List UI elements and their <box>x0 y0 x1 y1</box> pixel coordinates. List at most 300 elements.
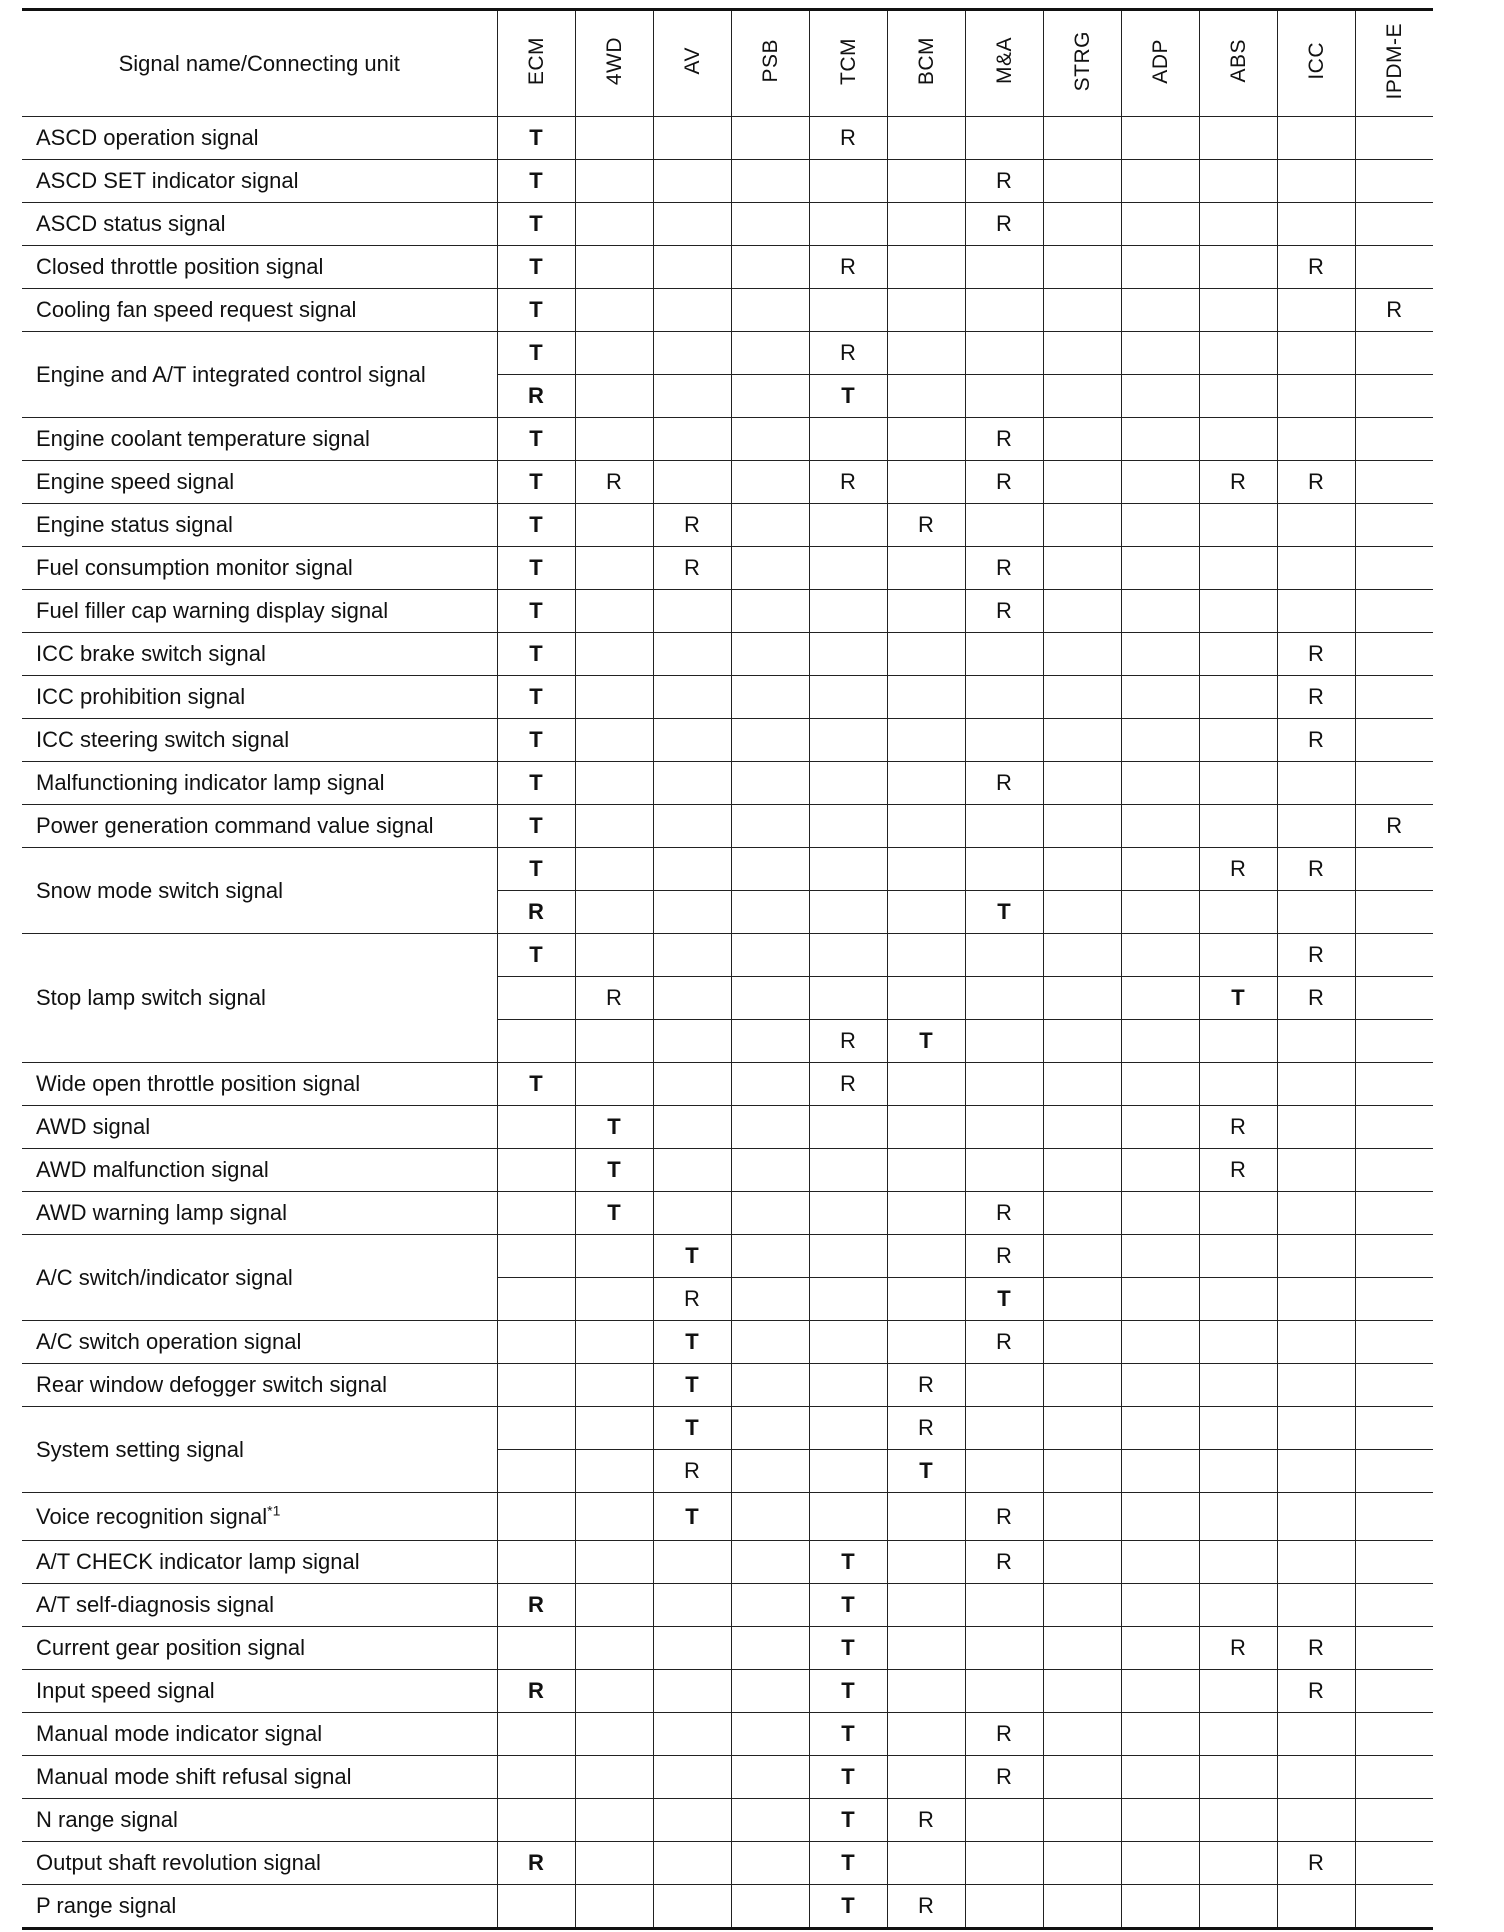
cell-av: R <box>653 504 731 547</box>
cell-abs <box>1199 1584 1277 1627</box>
table-row <box>22 332 1433 375</box>
cell-m-a <box>965 375 1043 418</box>
cell-icc <box>1277 1106 1355 1149</box>
cell-psb <box>731 1106 809 1149</box>
cell-4wd <box>575 1885 653 1929</box>
cell-adp <box>1121 289 1199 332</box>
cell-m-a: R <box>965 1493 1043 1541</box>
cell-abs <box>1199 1799 1277 1842</box>
cell-psb <box>731 1713 809 1756</box>
cell-abs: T <box>1199 977 1277 1020</box>
signal-name-text: Closed throttle position signal <box>36 254 324 279</box>
table-row <box>22 1321 1433 1364</box>
cell-ipdm-e <box>1355 1713 1433 1756</box>
cell-av <box>653 934 731 977</box>
cell-psb <box>731 805 809 848</box>
cell-m-a <box>965 504 1043 547</box>
cell-tcm <box>809 1450 887 1493</box>
signal-name-text: ICC brake switch signal <box>36 641 266 666</box>
cell-strg <box>1043 977 1121 1020</box>
cell-m-a <box>965 676 1043 719</box>
cell-m-a: T <box>965 891 1043 934</box>
cell-bcm <box>887 1713 965 1756</box>
cell-psb <box>731 934 809 977</box>
cell-tcm <box>809 504 887 547</box>
cell-abs <box>1199 547 1277 590</box>
cell-abs <box>1199 1541 1277 1584</box>
cell-tcm: R <box>809 332 887 375</box>
table-row <box>22 246 1433 289</box>
cell-ecm: T <box>497 633 575 676</box>
cell-adp <box>1121 547 1199 590</box>
cell-ipdm-e <box>1355 1020 1433 1063</box>
cell-psb <box>731 590 809 633</box>
cell-ipdm-e <box>1355 676 1433 719</box>
signal-name-text: Fuel filler cap warning display signal <box>36 598 389 623</box>
cell-av <box>653 590 731 633</box>
cell-icc <box>1277 289 1355 332</box>
cell-tcm: T <box>809 1584 887 1627</box>
cell-ecm: T <box>497 418 575 461</box>
cell-ecm: T <box>497 848 575 891</box>
cell-abs <box>1199 1450 1277 1493</box>
signal-name <box>22 1584 497 1627</box>
cell-tcm: R <box>809 461 887 504</box>
cell-psb <box>731 633 809 676</box>
column-header-label: IPDM-E <box>1382 22 1406 100</box>
cell-ipdm-e <box>1355 1450 1433 1493</box>
signal-name-text: Stop lamp switch signal <box>36 985 266 1010</box>
cell-ipdm-e <box>1355 1756 1433 1799</box>
cell-av <box>653 1020 731 1063</box>
cell-ipdm-e <box>1355 160 1433 203</box>
cell-tcm <box>809 934 887 977</box>
cell-strg <box>1043 1063 1121 1106</box>
cell-abs: R <box>1199 1627 1277 1670</box>
cell-ecm: T <box>497 762 575 805</box>
cell-strg <box>1043 504 1121 547</box>
cell-ipdm-e <box>1355 332 1433 375</box>
cell-icc <box>1277 1063 1355 1106</box>
signal-name <box>22 117 497 160</box>
cell-tcm: T <box>809 1713 887 1756</box>
cell-ecm: R <box>497 891 575 934</box>
cell-psb <box>731 1842 809 1885</box>
signal-name-text: Engine coolant temperature signal <box>36 426 370 451</box>
cell-4wd <box>575 1584 653 1627</box>
cell-bcm <box>887 1541 965 1584</box>
signal-name <box>22 1149 497 1192</box>
cell-tcm <box>809 1493 887 1541</box>
cell-ipdm-e <box>1355 590 1433 633</box>
cell-bcm <box>887 1063 965 1106</box>
signal-name <box>22 1842 497 1885</box>
cell-ecm: T <box>497 1063 575 1106</box>
cell-tcm <box>809 590 887 633</box>
cell-bcm <box>887 375 965 418</box>
cell-ecm <box>497 1493 575 1541</box>
cell-icc <box>1277 1450 1355 1493</box>
cell-ecm: T <box>497 805 575 848</box>
cell-m-a <box>965 1063 1043 1106</box>
cell-bcm: R <box>887 1364 965 1407</box>
cell-adp <box>1121 1192 1199 1235</box>
cell-abs <box>1199 1670 1277 1713</box>
cell-icc: R <box>1277 977 1355 1020</box>
cell-abs <box>1199 1278 1277 1321</box>
cell-strg <box>1043 1149 1121 1192</box>
cell-bcm: R <box>887 1885 965 1929</box>
cell-abs <box>1199 1321 1277 1364</box>
cell-tcm <box>809 289 887 332</box>
cell-adp <box>1121 676 1199 719</box>
column-header-label: ECM <box>524 36 548 86</box>
cell-adp <box>1121 1407 1199 1450</box>
cell-4wd <box>575 1670 653 1713</box>
cell-m-a: R <box>965 203 1043 246</box>
cell-av <box>653 418 731 461</box>
cell-bcm <box>887 891 965 934</box>
cell-ecm <box>497 1756 575 1799</box>
cell-m-a <box>965 633 1043 676</box>
signal-name-text: N range signal <box>36 1807 178 1832</box>
cell-adp <box>1121 977 1199 1020</box>
cell-4wd <box>575 1842 653 1885</box>
cell-icc: R <box>1277 461 1355 504</box>
cell-tcm <box>809 547 887 590</box>
cell-adp <box>1121 590 1199 633</box>
cell-tcm <box>809 1278 887 1321</box>
cell-4wd <box>575 1541 653 1584</box>
cell-icc <box>1277 418 1355 461</box>
column-header-tcm <box>809 10 887 117</box>
cell-m-a <box>965 1364 1043 1407</box>
cell-4wd <box>575 1713 653 1756</box>
cell-psb <box>731 1020 809 1063</box>
cell-icc: R <box>1277 1670 1355 1713</box>
cell-m-a <box>965 1106 1043 1149</box>
cell-psb <box>731 461 809 504</box>
cell-bcm <box>887 1842 965 1885</box>
cell-4wd <box>575 1450 653 1493</box>
table-row <box>22 1627 1433 1670</box>
cell-psb <box>731 1149 809 1192</box>
cell-strg <box>1043 805 1121 848</box>
cell-abs <box>1199 1407 1277 1450</box>
column-header-label: ICC <box>1304 42 1328 80</box>
table-row <box>22 1407 1433 1450</box>
cell-tcm: T <box>809 1756 887 1799</box>
cell-ipdm-e: R <box>1355 289 1433 332</box>
cell-tcm: T <box>809 1885 887 1929</box>
cell-bcm: T <box>887 1020 965 1063</box>
cell-tcm <box>809 160 887 203</box>
table-row <box>22 547 1433 590</box>
cell-bcm <box>887 246 965 289</box>
cell-ecm <box>497 1713 575 1756</box>
cell-av <box>653 1192 731 1235</box>
signal-name <box>22 1541 497 1584</box>
cell-m-a <box>965 977 1043 1020</box>
cell-strg <box>1043 1842 1121 1885</box>
cell-tcm <box>809 762 887 805</box>
signal-name-text: Current gear position signal <box>36 1635 306 1660</box>
cell-av <box>653 1584 731 1627</box>
cell-m-a: T <box>965 1278 1043 1321</box>
cell-adp <box>1121 203 1199 246</box>
cell-ipdm-e <box>1355 1493 1433 1541</box>
cell-icc: R <box>1277 676 1355 719</box>
cell-bcm <box>887 762 965 805</box>
cell-abs <box>1199 203 1277 246</box>
signal-name-text: Manual mode indicator signal <box>36 1721 323 1746</box>
cell-av: R <box>653 1278 731 1321</box>
cell-av <box>653 1713 731 1756</box>
cell-strg <box>1043 1885 1121 1929</box>
signal-name-text: Engine status signal <box>36 512 233 537</box>
cell-av <box>653 160 731 203</box>
cell-ecm: T <box>497 934 575 977</box>
table-row <box>22 633 1433 676</box>
cell-4wd <box>575 1278 653 1321</box>
cell-4wd <box>575 117 653 160</box>
cell-ipdm-e <box>1355 848 1433 891</box>
signal-name-text: Manual mode shift refusal signal <box>36 1764 352 1789</box>
cell-adp <box>1121 848 1199 891</box>
cell-icc <box>1277 375 1355 418</box>
cell-psb <box>731 418 809 461</box>
table-row <box>22 1842 1433 1885</box>
cell-icc <box>1277 1278 1355 1321</box>
cell-icc <box>1277 1493 1355 1541</box>
cell-4wd <box>575 1407 653 1450</box>
signal-name <box>22 1106 497 1149</box>
cell-m-a: R <box>965 461 1043 504</box>
cell-bcm: T <box>887 1450 965 1493</box>
cell-m-a: R <box>965 1192 1043 1235</box>
cell-adp <box>1121 1450 1199 1493</box>
cell-av <box>653 1842 731 1885</box>
cell-icc: R <box>1277 934 1355 977</box>
cell-4wd <box>575 203 653 246</box>
signal-name <box>22 1627 497 1670</box>
cell-m-a <box>965 1149 1043 1192</box>
cell-av <box>653 762 731 805</box>
cell-bcm: R <box>887 504 965 547</box>
cell-av <box>653 1627 731 1670</box>
cell-av <box>653 203 731 246</box>
cell-psb <box>731 332 809 375</box>
signal-name-text: Wide open throttle position signal <box>36 1071 361 1096</box>
cell-abs <box>1199 1493 1277 1541</box>
cell-psb <box>731 977 809 1020</box>
cell-psb <box>731 1627 809 1670</box>
cell-tcm <box>809 1407 887 1450</box>
cell-av <box>653 117 731 160</box>
cell-abs: R <box>1199 1106 1277 1149</box>
cell-psb <box>731 762 809 805</box>
cell-adp <box>1121 1799 1199 1842</box>
cell-strg <box>1043 1493 1121 1541</box>
cell-av <box>653 1541 731 1584</box>
cell-m-a <box>965 289 1043 332</box>
cell-adp <box>1121 461 1199 504</box>
cell-abs <box>1199 891 1277 934</box>
cell-adp <box>1121 1885 1199 1929</box>
cell-icc: R <box>1277 1627 1355 1670</box>
cell-adp <box>1121 160 1199 203</box>
cell-icc <box>1277 1713 1355 1756</box>
table-row <box>22 762 1433 805</box>
signal-name-text: ICC steering switch signal <box>36 727 290 752</box>
cell-strg <box>1043 633 1121 676</box>
cell-tcm: T <box>809 1541 887 1584</box>
cell-ecm: T <box>497 332 575 375</box>
cell-4wd <box>575 719 653 762</box>
column-header-label: 4WD <box>602 36 626 86</box>
cell-icc: R <box>1277 719 1355 762</box>
cell-tcm <box>809 1321 887 1364</box>
cell-4wd <box>575 375 653 418</box>
cell-ecm <box>497 1321 575 1364</box>
table-row <box>22 1584 1433 1627</box>
cell-abs <box>1199 504 1277 547</box>
cell-strg <box>1043 332 1121 375</box>
cell-bcm <box>887 117 965 160</box>
cell-m-a <box>965 848 1043 891</box>
cell-m-a <box>965 1627 1043 1670</box>
cell-bcm <box>887 633 965 676</box>
signal-name <box>22 1493 497 1541</box>
cell-strg <box>1043 1756 1121 1799</box>
cell-strg <box>1043 891 1121 934</box>
cell-av <box>653 805 731 848</box>
signal-name-text: Input speed signal <box>36 1678 215 1703</box>
cell-strg <box>1043 246 1121 289</box>
cell-adp <box>1121 1063 1199 1106</box>
cell-4wd <box>575 848 653 891</box>
cell-bcm <box>887 160 965 203</box>
cell-strg <box>1043 203 1121 246</box>
cell-strg <box>1043 1364 1121 1407</box>
cell-adp <box>1121 504 1199 547</box>
cell-m-a: R <box>965 547 1043 590</box>
cell-4wd <box>575 676 653 719</box>
cell-4wd <box>575 160 653 203</box>
signal-name <box>22 590 497 633</box>
signal-name <box>22 1407 497 1493</box>
cell-m-a <box>965 1020 1043 1063</box>
cell-strg <box>1043 117 1121 160</box>
cell-adp <box>1121 1584 1199 1627</box>
cell-abs <box>1199 633 1277 676</box>
cell-tcm <box>809 1149 887 1192</box>
cell-ipdm-e <box>1355 633 1433 676</box>
column-header-ipdm-e <box>1355 10 1433 117</box>
table-row <box>22 848 1433 891</box>
cell-bcm <box>887 418 965 461</box>
cell-icc <box>1277 1584 1355 1627</box>
cell-strg <box>1043 1713 1121 1756</box>
cell-adp <box>1121 418 1199 461</box>
table-row <box>22 1885 1433 1929</box>
signal-name-text: ASCD status signal <box>36 211 226 236</box>
cell-4wd <box>575 1235 653 1278</box>
cell-bcm <box>887 1321 965 1364</box>
column-header-label: PSB <box>758 39 782 83</box>
cell-adp <box>1121 1670 1199 1713</box>
cell-psb <box>731 1756 809 1799</box>
cell-bcm <box>887 676 965 719</box>
signal-name <box>22 719 497 762</box>
cell-m-a: R <box>965 1321 1043 1364</box>
cell-tcm <box>809 1235 887 1278</box>
cell-psb <box>731 1670 809 1713</box>
cell-icc <box>1277 805 1355 848</box>
cell-ipdm-e <box>1355 246 1433 289</box>
column-header-strg <box>1043 10 1121 117</box>
cell-abs: R <box>1199 1149 1277 1192</box>
cell-adp <box>1121 1106 1199 1149</box>
table-row <box>22 805 1433 848</box>
cell-abs <box>1199 246 1277 289</box>
cell-av: R <box>653 547 731 590</box>
column-header-m-a <box>965 10 1043 117</box>
cell-ecm <box>497 1020 575 1063</box>
cell-m-a <box>965 934 1043 977</box>
cell-ipdm-e <box>1355 117 1433 160</box>
cell-m-a <box>965 805 1043 848</box>
cell-icc <box>1277 1364 1355 1407</box>
signal-name <box>22 203 497 246</box>
cell-abs <box>1199 117 1277 160</box>
signal-name <box>22 160 497 203</box>
cell-abs <box>1199 418 1277 461</box>
cell-m-a <box>965 1842 1043 1885</box>
cell-m-a <box>965 1584 1043 1627</box>
cell-ecm: T <box>497 117 575 160</box>
can-signal-table <box>22 8 1433 1930</box>
cell-m-a <box>965 1407 1043 1450</box>
cell-psb <box>731 375 809 418</box>
signal-name <box>22 934 497 1063</box>
cell-ecm <box>497 1885 575 1929</box>
cell-icc <box>1277 547 1355 590</box>
cell-psb <box>731 1450 809 1493</box>
cell-strg <box>1043 934 1121 977</box>
cell-bcm <box>887 1192 965 1235</box>
cell-psb <box>731 1493 809 1541</box>
cell-bcm <box>887 1235 965 1278</box>
cell-strg <box>1043 1235 1121 1278</box>
cell-ecm <box>497 1106 575 1149</box>
signal-name-text: Voice recognition signal <box>36 1503 268 1529</box>
cell-av <box>653 1106 731 1149</box>
signal-name-text: Engine speed signal <box>36 469 235 494</box>
cell-ipdm-e <box>1355 1364 1433 1407</box>
cell-tcm <box>809 891 887 934</box>
cell-strg <box>1043 375 1121 418</box>
table-row <box>22 160 1433 203</box>
cell-abs <box>1199 332 1277 375</box>
table-row <box>22 461 1433 504</box>
cell-m-a: R <box>965 418 1043 461</box>
cell-abs <box>1199 762 1277 805</box>
cell-tcm: T <box>809 1627 887 1670</box>
cell-psb <box>731 1584 809 1627</box>
cell-tcm: R <box>809 117 887 160</box>
cell-abs <box>1199 934 1277 977</box>
